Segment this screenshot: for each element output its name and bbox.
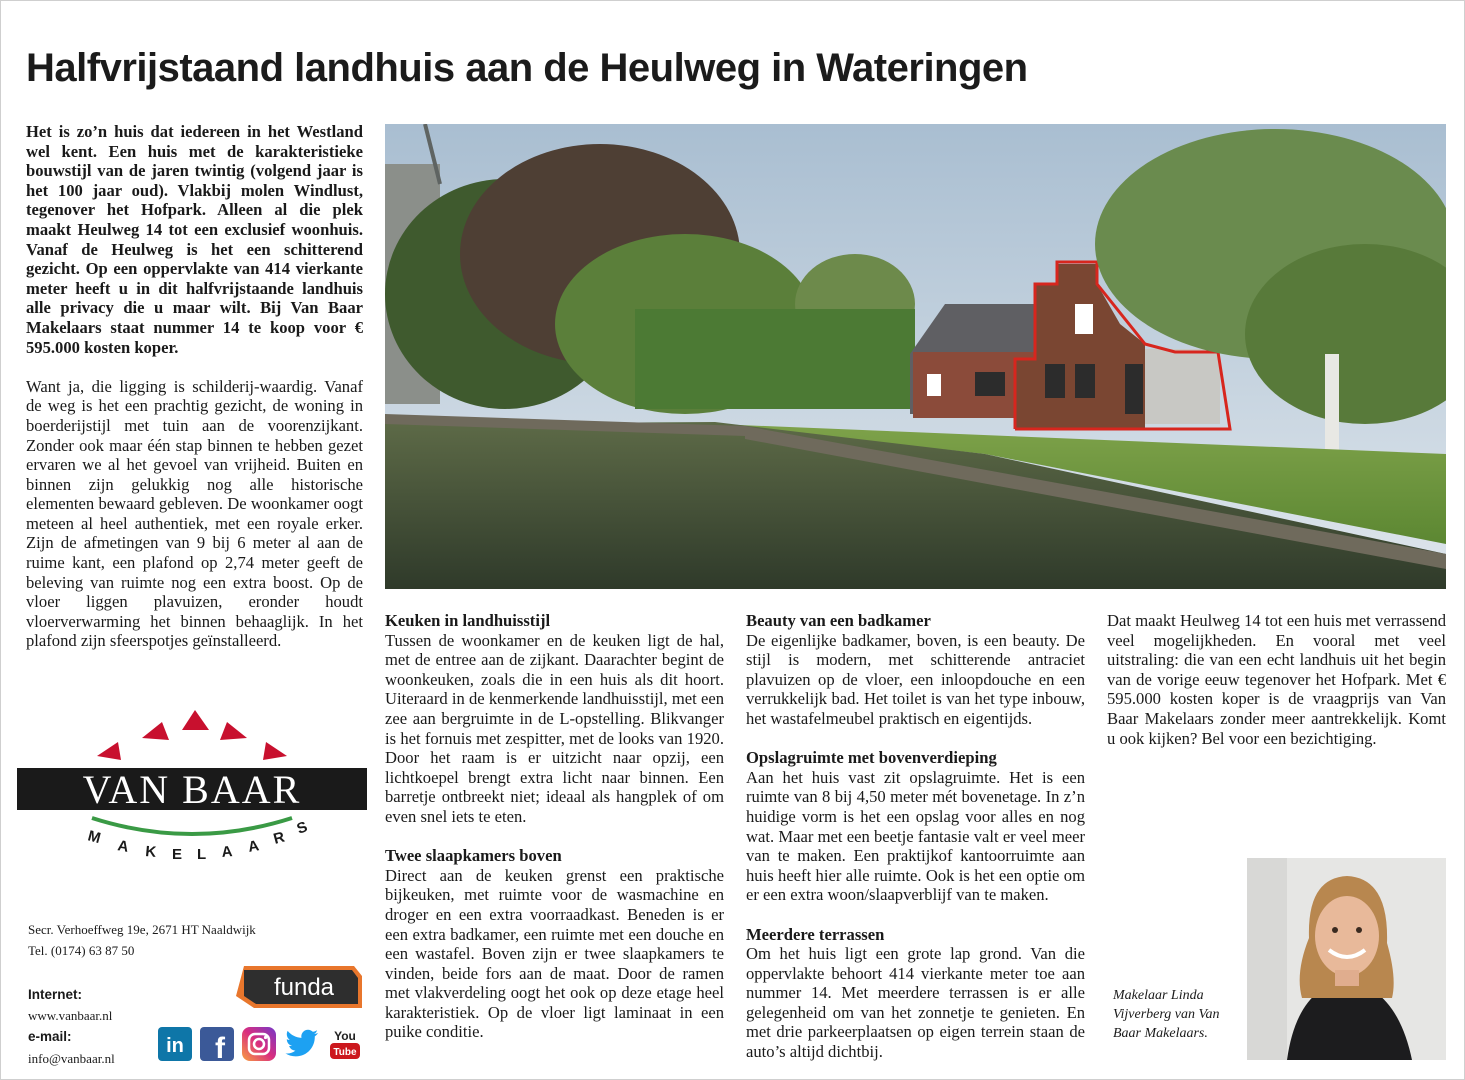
text-keuken: Tussen de woonkamer en de keuken ligt de hal, met de entree aan de zijkant. Daarachter begint de woonkeuken, zoals die in een huis als dit hoort. Uiteraard in de kenmerkende landhuisstijl, met een zee aan bergruimte in de L-opstelling. Blikvanger is het fornuis met zespitter, met de looks van 1920. Door het raam is er uitzicht naar opzij, een lichtkoepel brengt extra licht naar binnen. Een barretje ontbreekt niet; ideaal als hangplek of om even snel iets te eten. bbox=[385, 630, 724, 826]
column-2 bbox=[385, 611, 724, 1042]
column-left bbox=[26, 122, 363, 651]
svg-text:A: A bbox=[116, 837, 130, 856]
heading-badkamer: Beauty van een badkamer bbox=[746, 611, 931, 630]
text-terrassen: Om het huis ligt een grote lap grond. Van die oppervlakte behoort 414 vierkante meter toe aan nummer 14. Met meerdere terrassen is er alle gelegenheid om van het zonnetje te genieten. En met drie parkeerplaatsen op eigen terrein staan de auto’s altijd dichtbij. bbox=[746, 944, 1085, 1062]
heading-opslag: Opslagruimte met bovenverdieping bbox=[746, 748, 997, 768]
text-slaapkamers: Direct aan de keuken grenst een praktische bijkeuken, met ruimte voor de wasmachine en droger en een extra voorraadkast. Beneden is er een extra badkamer, een ruimte met een douche en een wastafel. Boven zijn er twee slaapkamers te vinden, beide fors aan de maat. Door de ramen met vlakverdeling oogt het ook op deze etage heel karakteristiek. Op de vloer ligt laminaat in een puike conditie. bbox=[385, 865, 724, 1042]
house-photo bbox=[385, 124, 1446, 589]
internet-label: Internet: bbox=[28, 987, 82, 1002]
text-badkamer: De eigenlijke badkamer, boven, is een beauty. De stijl is modern, met schitterende antraciet plavuizen op de vloer, een inloopdouche en een verrukkelijk bad. Het toilet is van het type inbouw, het wastafelmeubel praktisch en eigentijds. bbox=[746, 630, 1085, 728]
linkedin-icon[interactable] bbox=[158, 1027, 192, 1061]
funda-logo[interactable] bbox=[236, 966, 362, 1008]
website-link[interactable]: www.vanbaar.nl bbox=[28, 1008, 113, 1023]
column-3 bbox=[746, 611, 1085, 1062]
funda-label: funda bbox=[273, 974, 335, 1001]
svg-text:f: f bbox=[215, 1032, 225, 1061]
heading-slaapkamers: Twee slaapkamers boven bbox=[385, 846, 562, 866]
svg-text:E: E bbox=[172, 846, 183, 860]
text-opslag: Aan het huis vast zit opslagruimte. Het is een ruimte van 8 bij 4,50 meter mét bovenetage. In z’n huidige vorm is het een opslag voor alles en nog wat. Maar met een beetje fantasie valt er veel meer van te maken. Een praktijkof kantoorruimte aan huis heeft hier alle ruimte. Ook is het een optie om er een extra woon/slaapverblijf van te maken. bbox=[746, 767, 1085, 905]
svg-text:L: L bbox=[197, 846, 207, 860]
email-link[interactable]: info@vanbaar.nl bbox=[28, 1051, 115, 1066]
closing-paragraph: Dat maakt Heulweg 14 tot een huis met verrassend veel mogelijkheden. En vooral met veel uitstraling: die van een echt landhuis uit het begin van de vorige eeuw tegenover het Hofpark. Met € 595.000 kosten koper is de vraagprijs van Van Baar Makelaars zonder meer aantrekkelijk. Komt u ook kijken? Bel voor een bezichtiging. bbox=[1107, 611, 1446, 748]
svg-text:A: A bbox=[220, 843, 234, 860]
heading-keuken: Keuken in landhuisstijl bbox=[385, 611, 551, 630]
headline: Halfvrijstaand landhuis aan de Heulweg in Wateringen bbox=[26, 46, 1028, 90]
svg-text:R: R bbox=[271, 828, 287, 848]
instagram-icon[interactable] bbox=[242, 1027, 276, 1061]
intro-paragraph: Het is zo’n huis dat iedereen in het Westland wel kent. Een huis met de karakteristieke bouwstijl van de jaren twintig (volgend jaar is het 100 jaar oud). Vlakbij molen Windlust, tegenover het Hofpark. Alleen al die plek maakt Heulweg 14 tot een exclusief woonhuis. Vanaf de Heulweg is het een schitterend gezicht. Op een oppervlakte van 414 vierkante meter heeft u in dit halfvrijstaande landhuis alle privacy die u maar wilt. Bij Van Baar Makelaars staat nummer 14 te koop voor € 595.000 kosten koper. bbox=[26, 122, 363, 357]
facebook-icon[interactable] bbox=[200, 1027, 234, 1061]
logo-name: VAN BAAR bbox=[82, 767, 302, 812]
agent-portrait bbox=[1247, 858, 1446, 1060]
body-paragraph-1: Want ja, die ligging is schilderij-waardig. Vanaf de weg is het een prachtig gezicht, de woning in boerderijstijl met tuin aan de voorenzijkant. Zonder ook maar één stap binnen te hebben gezet ervaren we al het gevoel van vrijheid. Buiten en binnen zijn gelukkig nog alle historische elementen bewaard gebleven. De woonkamer oogt meteen al heel authentiek, met een royale erker. Zijn de afmetingen van 9 bij 6 meter al aan de ruime kant, een plafond op 2,74 meter geeft de beleving van ruimte nog een extra boost. Op de vloer liggen plavuizen, eronder houdt vloerverwarming het binnen behaaglijk. In het plafond zijn sfeerspotjes geïnstalleerd. bbox=[26, 376, 363, 651]
svg-text:You: You bbox=[334, 1029, 356, 1043]
phone: Tel. (0174) 63 87 50 bbox=[28, 943, 135, 958]
svg-text:in: in bbox=[166, 1035, 184, 1057]
svg-text:K: K bbox=[144, 843, 157, 860]
twitter-icon[interactable] bbox=[284, 1027, 318, 1061]
heading-terrassen: Meerdere terrassen bbox=[746, 924, 885, 944]
svg-text:A: A bbox=[246, 837, 261, 856]
svg-text:Tube: Tube bbox=[333, 1047, 357, 1058]
column-4 bbox=[1107, 611, 1446, 748]
address: Secr. Verhoeffweg 19e, 2671 HT Naaldwijk bbox=[28, 922, 256, 937]
email-label: e-mail: bbox=[28, 1029, 72, 1044]
svg-text:M: M bbox=[85, 827, 103, 848]
youtube-icon[interactable] bbox=[328, 1027, 362, 1061]
svg-text:S: S bbox=[294, 818, 310, 838]
portrait-caption: Makelaar Linda Vijverberg van Van Baar Makelaars. bbox=[1113, 988, 1220, 1041]
van-baar-logo bbox=[17, 700, 367, 860]
